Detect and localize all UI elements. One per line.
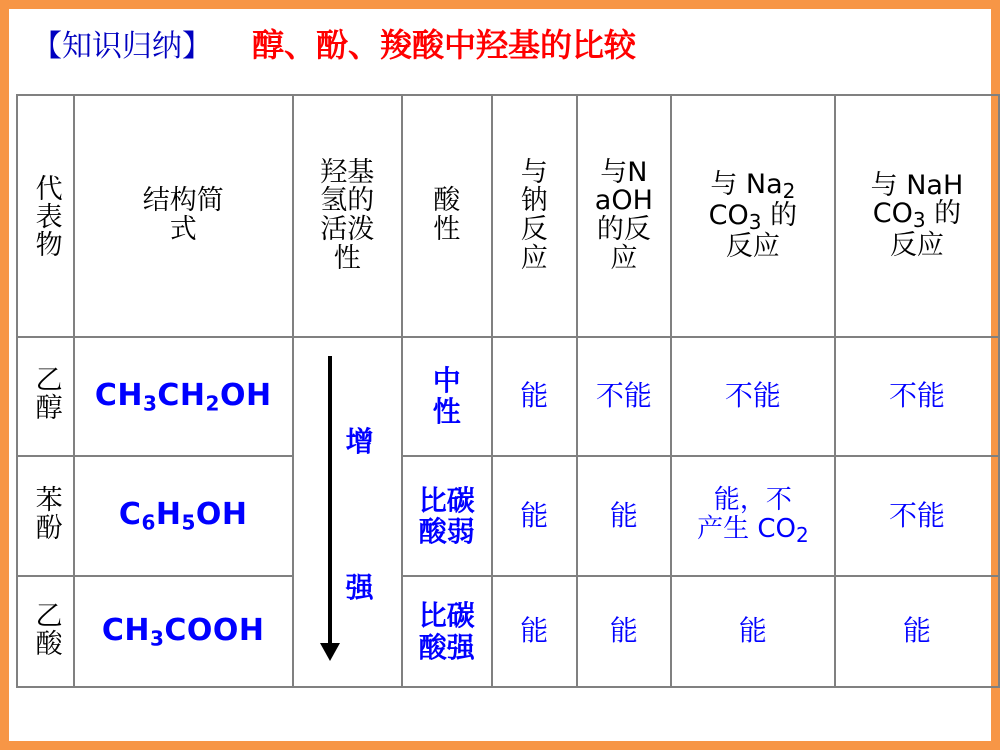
arrow-label-top: 增 <box>345 425 374 458</box>
header-label-structure: 结构简 式 <box>142 185 224 245</box>
header-cell-with-nahco3 <box>835 95 999 337</box>
formula-text: $C_6H_5OH$ <box>118 497 248 535</box>
acidity-acetic-acid <box>402 576 492 687</box>
header-label-with-na: 与 钠 反 应 <box>520 156 548 274</box>
header-cell-activity <box>293 95 402 337</box>
arrow-shaft <box>328 356 332 648</box>
table-header-row <box>17 95 999 337</box>
with-na-phenol <box>492 456 577 577</box>
header-cell-with-na2co3 <box>671 95 835 337</box>
header-cell-with-na <box>492 95 577 337</box>
row-label: 乙酸 <box>30 600 62 657</box>
row-label: 苯酚 <box>30 484 62 541</box>
reaction-text: 能，不 产生 $CO_2$ <box>697 484 809 547</box>
header-cell-structure <box>74 95 293 337</box>
header-cell-acidity <box>402 95 492 337</box>
row-name-phenol <box>17 456 74 577</box>
with-na-ethanol <box>492 337 577 456</box>
with-naoh-acetic-acid <box>577 576 671 687</box>
header-tag: 【知识归纳】 <box>32 29 212 64</box>
row-name-acetic-acid <box>17 576 74 687</box>
row-formula-ethanol <box>74 337 293 456</box>
with-na2co3-phenol <box>671 456 835 577</box>
header-label-with-naoh: 与N aOH 的反 应 <box>594 156 653 274</box>
header-label-acidity: 酸 性 <box>433 185 461 245</box>
table-row <box>17 576 999 687</box>
table-row <box>17 456 999 577</box>
reaction-text: 不能 <box>595 378 652 412</box>
header-label-representative: 代表物 <box>30 174 62 258</box>
with-na-acetic-acid <box>492 576 577 687</box>
row-name-ethanol <box>17 337 74 456</box>
acidity-text: 比碳 酸弱 <box>418 483 475 549</box>
reaction-text: 能 <box>609 614 638 648</box>
reaction-text: 能 <box>520 378 549 412</box>
comparison-table <box>16 94 1000 688</box>
acidity-text: 中 性 <box>432 363 461 429</box>
activity-arrow-cell <box>293 337 402 687</box>
with-nahco3-ethanol <box>835 337 999 456</box>
acidity-text: 比碳 酸强 <box>418 599 475 664</box>
reaction-text: 能 <box>738 614 767 648</box>
acidity-phenol <box>402 456 492 577</box>
row-formula-phenol <box>74 456 293 577</box>
header-label-with-na2co3: 与 $Na_2$ $CO_3$ 的 反应 <box>708 168 798 262</box>
acidity-ethanol <box>402 337 492 456</box>
page-title: 醇、酚、羧酸中羟基的比较 <box>252 26 637 64</box>
with-nahco3-acetic-acid <box>835 576 999 687</box>
reaction-text: 不能 <box>724 378 781 412</box>
slide-header <box>18 15 1000 71</box>
reaction-text: 能 <box>520 614 549 648</box>
reaction-text: 不能 <box>888 378 945 412</box>
row-formula-acetic-acid <box>74 576 293 687</box>
arrow-label-bottom: 强 <box>345 571 374 604</box>
with-na2co3-ethanol <box>671 337 835 456</box>
formula-text: $CH_3COOH$ <box>101 612 265 651</box>
row-label: 乙醇 <box>30 365 62 422</box>
header-label-with-nahco3: 与 NaH $CO_3$ 的 反应 <box>870 169 964 261</box>
reaction-text: 能 <box>609 498 638 532</box>
reaction-text: 能 <box>520 498 549 532</box>
header-label-activity: 羟基 氢的 活泼 性 <box>320 156 375 274</box>
formula-text: $CH_3CH_2OH$ <box>94 377 272 416</box>
with-naoh-phenol <box>577 456 671 577</box>
with-naoh-ethanol <box>577 337 671 456</box>
with-nahco3-phenol <box>835 456 999 577</box>
reaction-text: 能 <box>902 614 931 648</box>
with-na2co3-acetic-acid <box>671 576 835 687</box>
table-row <box>17 337 999 456</box>
header-cell-with-naoh <box>577 95 671 337</box>
header-cell-representative <box>17 95 74 337</box>
reaction-text: 不能 <box>888 498 945 532</box>
arrow-head-icon <box>320 643 340 661</box>
